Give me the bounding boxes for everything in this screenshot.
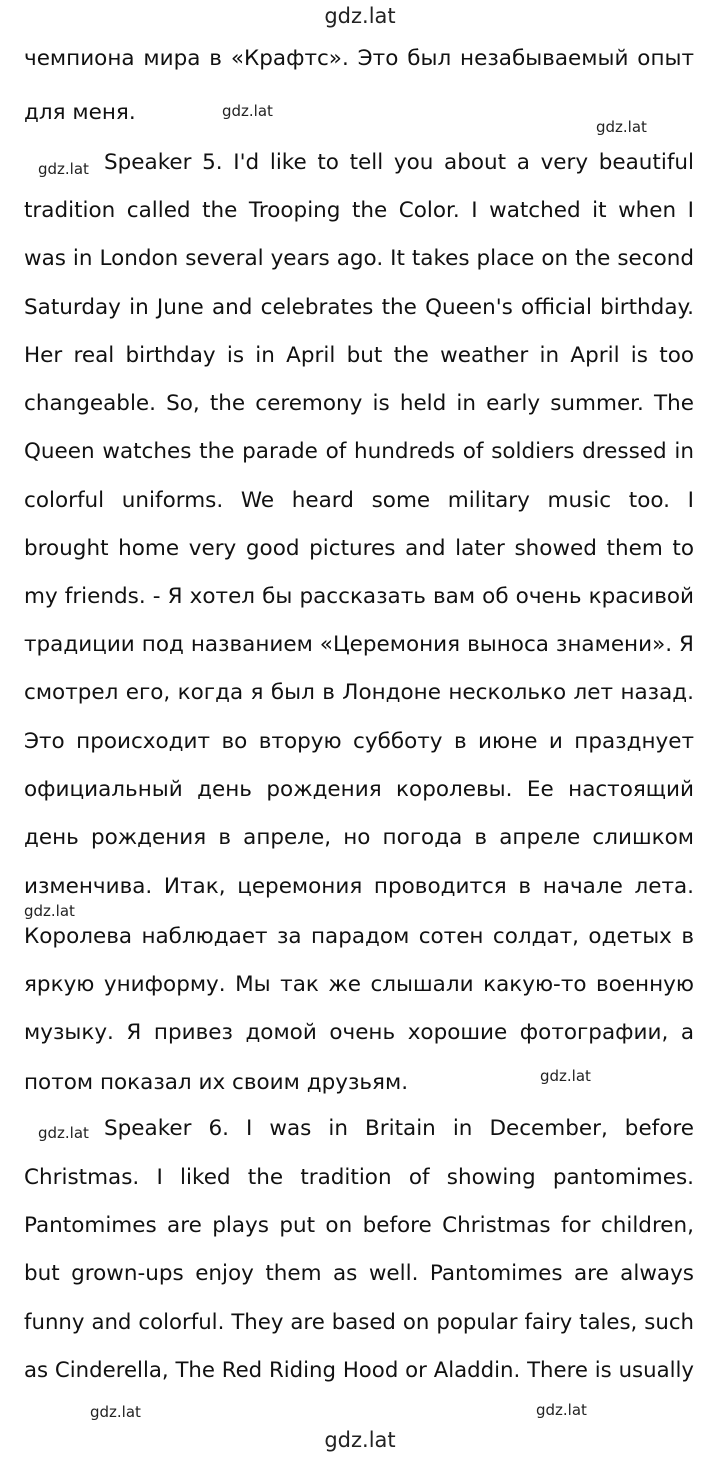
text-line: brought home very good pictures and later showed them to <box>24 536 694 561</box>
watermark: gdz.lat <box>596 118 647 136</box>
text-line: музыку. Я привез домой очень хорошие фотографии, а <box>24 1020 694 1045</box>
text-line: смотрел его, когда я был в Лондоне несколько лет назад. <box>24 680 694 705</box>
text-line: Queen watches the parade of hundreds of soldiers dressed in <box>24 439 694 464</box>
watermark: gdz.lat <box>38 1124 89 1142</box>
text-line: яркую униформу. Мы так же слышали какую-то военную <box>24 972 694 997</box>
text-line: but grown-ups enjoy them as well. Pantomimes are always <box>24 1261 694 1286</box>
text-line: Christmas. I liked the tradition of showing pantomimes. <box>24 1165 694 1190</box>
text-line: funny and colorful. They are based on popular fairy tales, such <box>24 1310 694 1335</box>
text-line: чемпиона мира в «Крафтс». Это был незабываемый опыт <box>24 46 694 71</box>
text-line: Это происходит во вторую субботу в июне и празднует <box>24 729 694 754</box>
text-line: was in London several years ago. It takes place on the second <box>24 246 694 271</box>
text-line: традиции под названием «Церемония выноса знамени». Я <box>24 632 694 657</box>
watermark: gdz.lat <box>222 102 273 120</box>
text-line: Her real birthday is in April but the weather in April is too <box>24 343 694 368</box>
watermark: gdz.lat <box>90 1403 141 1421</box>
text-line: as Cinderella, The Red Riding Hood or Aladdin. There is usually <box>24 1358 694 1383</box>
watermark: gdz.lat <box>540 1067 591 1085</box>
text-line: Pantomimes are plays put on before Christmas for children, <box>24 1213 694 1238</box>
text-line: потом показал их своим друзьям. <box>24 1070 409 1095</box>
text-line: Saturday in June and celebrates the Queen's official birthday. <box>24 295 694 320</box>
watermark: gdz.lat <box>536 1401 587 1419</box>
text-line: официальный день рождения королевы. Ее настоящий <box>24 777 694 802</box>
text-line: день рождения в апреле, но погода в апреле слишком <box>24 825 694 850</box>
watermark: gdz.lat <box>38 160 89 178</box>
text-line: changeable. So, the ceremony is held in early summer. The <box>24 391 694 416</box>
text-line: Speaker 6. I was in Britain in December, before <box>104 1116 694 1141</box>
watermark-bottom: gdz.lat <box>324 1428 396 1452</box>
text-line: для меня. <box>24 100 136 125</box>
text-line: изменчива. Итак, церемония проводится в начале лета. <box>24 874 694 899</box>
text-line: colorful uniforms. We heard some military music too. I <box>24 488 694 513</box>
text-line: tradition called the Trooping the Color. I watched it when I <box>24 198 694 223</box>
text-line: Королева наблюдает за парадом сотен солдат, одетых в <box>24 924 694 949</box>
text-line: Speaker 5. I'd like to tell you about a very beautiful <box>104 150 694 175</box>
text-line: my friends. - Я хотел бы рассказать вам об очень красивой <box>24 584 694 609</box>
watermark: gdz.lat <box>24 902 75 920</box>
watermark-top: gdz.lat <box>324 4 396 28</box>
